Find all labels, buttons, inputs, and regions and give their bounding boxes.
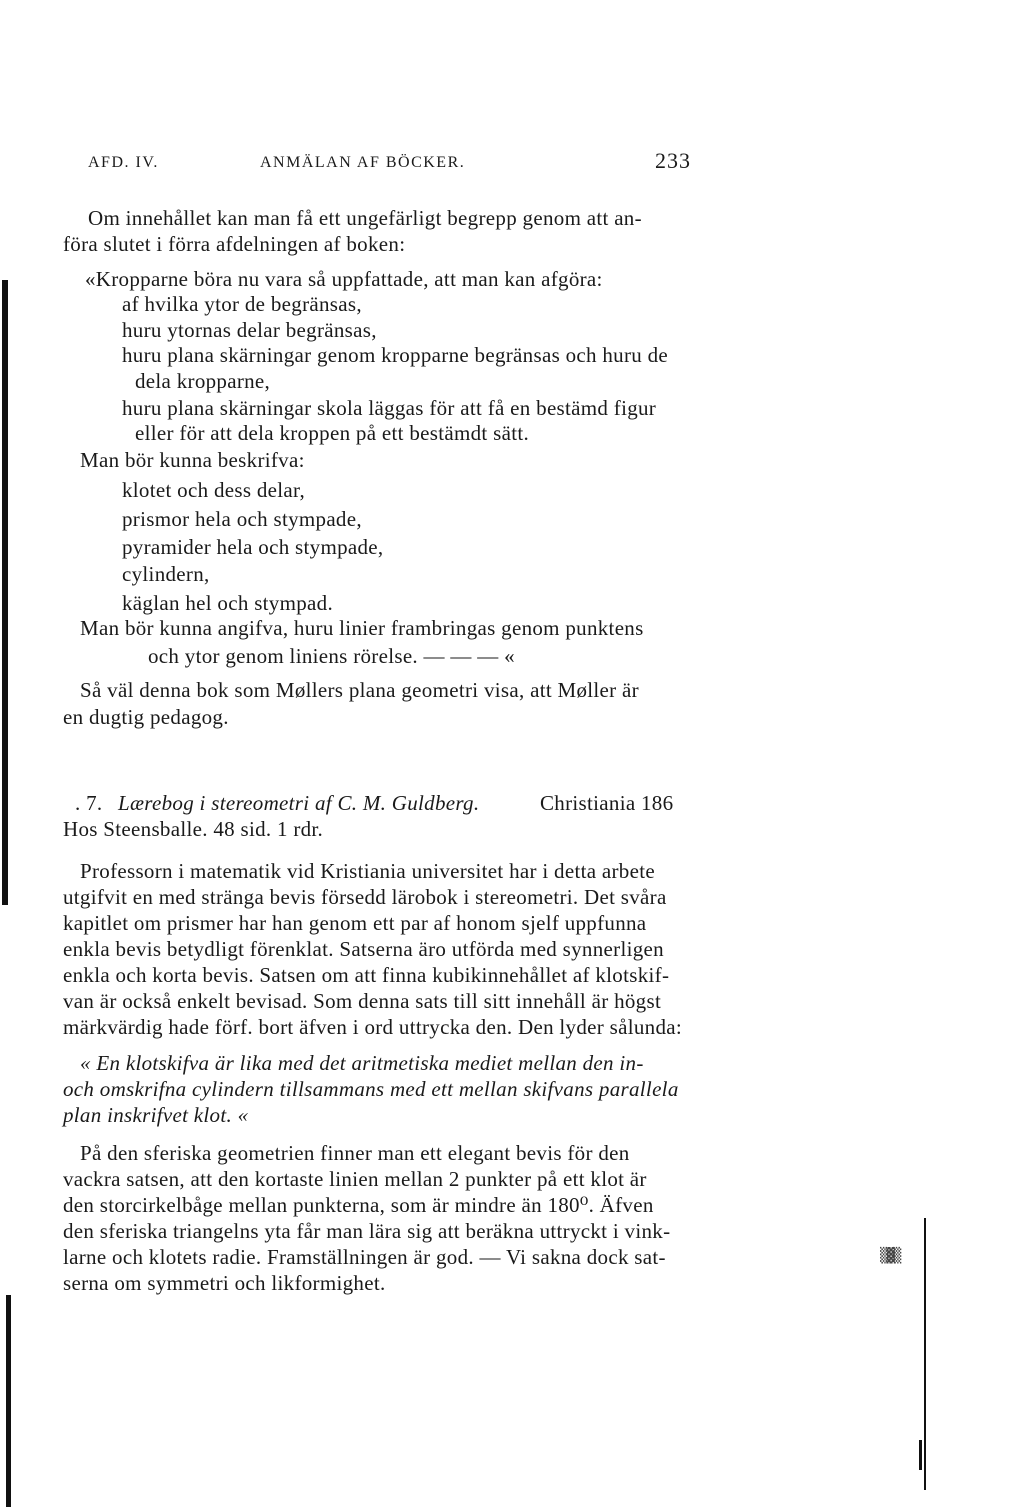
text-line: föra slutet i förra afdelningen af boken: bbox=[63, 232, 406, 256]
entry-title: Lærebog i stereometri af C. M. Guldberg. bbox=[118, 791, 480, 815]
text-line: Om innehållet kan man få ett ungefärligt begrepp genom att an- bbox=[88, 206, 642, 230]
review-line: van är också enkelt bevisad. Som denna sats till sitt innehåll är högst bbox=[63, 989, 662, 1013]
header-section: AFD. IV. bbox=[88, 154, 159, 171]
left-edge-bar-lower bbox=[6, 1295, 11, 1507]
quote-line: och omskrifna cylindern tillsammans med ett mellan skifvans parallela bbox=[63, 1077, 679, 1101]
text-line: huru plana skärningar genom kropparne begränsas och huru de bbox=[122, 343, 669, 367]
page-number: 233 bbox=[655, 148, 691, 173]
review-line: kapitlet om prismer har han genom ett par af honom sjelf uppfunna bbox=[63, 911, 647, 935]
text-line: en dugtig pedagog. bbox=[63, 705, 229, 729]
closing-line: serna om symmetri och likformighet. bbox=[63, 1271, 386, 1295]
text-line: huru plana skärningar skola läggas för att få en bestämd figur bbox=[122, 396, 657, 420]
review-line: märkvärdig hade förf. bort äfven i ord uttrycka den. Den lyder sålunda: bbox=[63, 1015, 682, 1039]
text-line: käglan hel och stympad. bbox=[122, 591, 334, 615]
closing-line: larne och klotets radie. Framställningen är god. — Vi sakna dock sat- bbox=[63, 1245, 666, 1269]
text-line: Man bör kunna beskrifva: bbox=[80, 448, 305, 472]
review-line: enkla bevis betydligt förenklat. Satserna äro utförda med synnerligen bbox=[63, 937, 664, 961]
quote-line: « En klotskifva är lika med det aritmetiska mediet mellan den in- bbox=[80, 1051, 644, 1075]
text-line: pyramider hela och stympade, bbox=[122, 535, 384, 559]
text-line: och ytor genom liniens rörelse. — — — « bbox=[148, 644, 515, 668]
text-line: cylindern, bbox=[122, 562, 210, 586]
text-line: dela kropparne, bbox=[135, 369, 271, 393]
right-edge-line bbox=[924, 1218, 926, 1490]
closing-line: vackra satsen, att den kortaste linien mellan 2 punkter på ett klot är bbox=[63, 1167, 647, 1191]
review-line: Professorn i matematik vid Kristiania universitet har i detta arbete bbox=[80, 859, 655, 883]
text-line: huru ytornas delar begränsas, bbox=[122, 318, 377, 342]
review-line: enkla och korta bevis. Satsen om att finna kubikinnehållet af klotskif- bbox=[63, 963, 670, 987]
entry-place: Christiania 186 bbox=[540, 791, 674, 815]
text-line: prismor hela och stympade, bbox=[122, 507, 362, 531]
text-line: klotet och dess delar, bbox=[122, 478, 306, 502]
quote-line: plan inskrifvet klot. « bbox=[63, 1103, 249, 1127]
closing-line: den storcirkelbåge mellan punkterna, som är mindre än 180⁰. Äfven bbox=[63, 1193, 654, 1217]
text-line: Man bör kunna angifva, huru linier frambringas genom punktens bbox=[80, 616, 644, 640]
text-line: eller för att dela kroppen på ett bestämdt sätt. bbox=[135, 421, 530, 445]
right-edge-mark bbox=[919, 1440, 922, 1470]
text-line: «Kropparne böra nu vara så uppfattade, att man kan afgöra: bbox=[85, 267, 603, 291]
entry-number: . 7. bbox=[75, 791, 103, 815]
text-line: af hvilka ytor de begränsas, bbox=[122, 292, 362, 316]
closing-line: den sferiska triangelns yta får man lära sig att beräkna uttryckt i vink- bbox=[63, 1219, 671, 1243]
closing-line: På den sferiska geometrien finner man ett elegant bevis för den bbox=[80, 1141, 630, 1165]
margin-smudge: ▒▓▒ bbox=[880, 1248, 900, 1264]
text-line: Så väl denna bok som Møllers plana geometri visa, att Møller är bbox=[80, 678, 639, 702]
left-edge-bar bbox=[2, 280, 8, 905]
review-line: utgifvit en med stränga bevis försedd lärobok i stereometri. Det svåra bbox=[63, 885, 667, 909]
entry-publisher: Hos Steensballe. 48 sid. 1 rdr. bbox=[63, 817, 324, 841]
header-title: ANMÄLAN AF BÖCKER. bbox=[260, 154, 466, 171]
